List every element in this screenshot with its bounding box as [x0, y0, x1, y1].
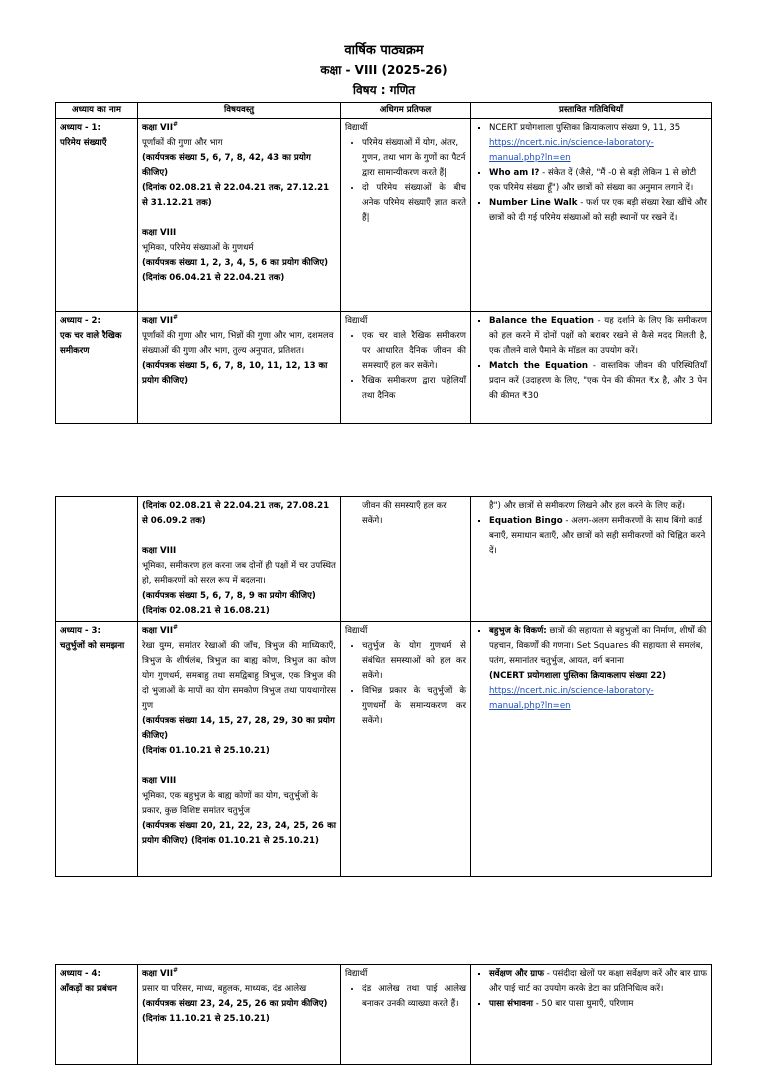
- chapter-cell: [56, 622, 138, 877]
- ncert-link[interactable]: https://ncert.nic.in/science-laboratory-manual.php?ln=en: [489, 686, 654, 711]
- chapter-cell: [56, 119, 138, 312]
- chapter-number: अध्याय - 3:: [60, 626, 101, 636]
- subject-line: विषय : गणित: [352, 83, 416, 97]
- chapter-name: एक चर वाले रैखिक समीकरण: [60, 331, 122, 356]
- date-range: (दिनांक 06.04.21 से 22.04.21 तक): [142, 273, 285, 283]
- list-item: • रैखिक समीकरण द्वारा पहेलियाँ तथा दैनिक: [362, 374, 466, 404]
- chapter-cell: [56, 965, 138, 1065]
- chapter-cell: [56, 312, 138, 424]
- outcomes-cell: [341, 965, 471, 1065]
- class-label: कक्षा VII#: [142, 314, 179, 326]
- content-cell: [138, 119, 341, 312]
- activities-cell: [471, 312, 712, 424]
- list-item: ▪ NCERT प्रयोगशाला पुस्तिका क्रियाकलाप संख्या 9, 11, 35 https://ncert.nic.in/science-laboratory-manual.php?ln=en: [489, 121, 707, 166]
- chapter-name: आँकड़ों का प्रबंधन: [60, 984, 117, 994]
- outcome-intro: विद्यार्थी: [345, 123, 368, 133]
- chapter-name: चतुर्भुजों को समझना: [60, 641, 125, 651]
- col-header-outcomes: अधिगम प्रतिफल: [341, 103, 471, 119]
- outcomes-cell: [341, 119, 471, 312]
- class-label: कक्षा VII#: [142, 624, 179, 636]
- syllabus-table-part-3: [55, 964, 712, 1065]
- col-header-content: विषयवस्तु: [138, 103, 341, 119]
- list-item: ▪ Equation Bingo - अलग-अलग समीकरणों के साथ बिंगो कार्ड बनाएँ, समाधान बताएँ, और छात्रों को सही समीकरणों को चिह्नित करने दें।: [489, 514, 707, 559]
- chapter-number: अध्याय - 2:: [60, 316, 101, 326]
- content-text: भूमिका, समीकरण हल करना जब दोनों ही पक्षों में चर उपस्थित हो, समीकरणों को सरल रूप में बदलना।: [142, 561, 336, 586]
- list-item: • चतुर्भुज के योग गुणधर्म से संबंधित समस्याओं को हल कर सकेंगे।: [362, 639, 466, 684]
- activities-cell: [471, 497, 712, 622]
- chapter-number: अध्याय - 1:: [60, 123, 101, 133]
- chapter-number: अध्याय - 4:: [60, 969, 101, 979]
- chapter-name: परिमेय संख्याएँ: [60, 138, 107, 148]
- col-header-chapter: अध्याय का नाम: [56, 103, 138, 119]
- list-item: • विभिन्न प्रकार के चतुर्भुजों के गुणधर्मों के समान्यकरण कर सकेंगे।: [362, 684, 466, 729]
- outcomes-cell: [341, 312, 471, 424]
- date-range: (दिनांक 02.08.21 से 22.04.21 तक, 27.08.21 से 06.09.2 तक): [142, 501, 330, 526]
- list-item: ▪ Match the Equation - वास्तविक जीवन की परिस्थितियाँ प्रदान करें (उदाहरण के लिए, "एक पेन की कीमत ₹x है, और 3 पेन की कीमत ₹30: [489, 359, 707, 404]
- content-text: पूर्णांकों की गुणा और भाग: [142, 138, 223, 148]
- table-header-row: [56, 103, 712, 119]
- table-row: [56, 497, 712, 622]
- list-item: ▪ पासा संभावना - 50 बार पासा घुमाएँ, परिणाम: [489, 997, 707, 1012]
- class-label: कक्षा VIII: [142, 546, 177, 556]
- outcome-intro: विद्यार्थी: [345, 316, 368, 326]
- col-header-activities: प्रस्तावित गतिविधियाँ: [471, 103, 712, 119]
- syllabus-table-part-1: [55, 102, 712, 424]
- date-range: (दिनांक 11.10.21 से 25.10.21): [142, 1014, 270, 1024]
- content-text: भूमिका, परिमेय संख्याओं के गुणधर्म: [142, 243, 254, 253]
- class-label: कक्षा VII#: [142, 121, 179, 133]
- list-item: • दो परिमेय संख्याओं के बीच अनेक परिमेय संख्याएँ ज्ञात करते हैं|: [362, 181, 466, 226]
- class-label: कक्षा VIII: [142, 228, 177, 238]
- list-item: • परिमेय संख्याओं में योग, अंतर, गुणन, तथा भाग के गुणों का पैटर्न द्वारा सामान्यीकरण करते हैं|: [362, 136, 466, 181]
- page-title: वार्षिक पाठ्यक्रम: [344, 43, 424, 58]
- class-line: कक्षा - VIII (2025-26): [320, 63, 448, 77]
- content-cell: [138, 312, 341, 424]
- ncert-link[interactable]: https://ncert.nic.in/science-laboratory-manual.php?ln=en: [489, 138, 654, 163]
- date-range: (दिनांक 02.08.21 से 22.04.21 तक, 27.12.21 से 31.12.21 तक): [142, 183, 330, 208]
- content-text: पूर्णांकों की गुणा और भाग, भिन्नों की गुणा और भाग, दशमलव संख्याओं की गुणा और भाग, तुल्य अनुपात, प्रतिशत।: [142, 331, 334, 356]
- activity-continued: है") और छात्रों से समीकरण लिखने और हल करने के लिए कहें।: [489, 501, 686, 511]
- date-range: (दिनांक 02.08.21 से 16.08.21): [142, 606, 270, 616]
- date-range: (दिनांक 01.10.21 से 25.10.21): [142, 746, 270, 756]
- worksheet-ref: (कार्यपत्रक संख्या 5, 6, 7, 8, 9 का प्रयोग कीजिए): [142, 591, 316, 601]
- content-cell: [138, 497, 341, 622]
- list-item: ▪ बहुभुज के विकर्ण: छात्रों की सहायता से बहुभुजों का निर्माण, शीर्षों की पहचान, विकर्णों की गणना। Set Squares की सहायता से समलंब, पतंग, समानांतर चतुर्भुज, आयत, वर्ग बनाना (NCERT प्रयोगशाला पुस्तिका क्रियाकलाप संख्या 22) https://ncert.nic.in/science-laboratory-manual.php?ln=en: [489, 624, 707, 714]
- list-item: ▪ Balance the Equation - यह दर्शाने के लिए कि समीकरण को हल करने में दोनों पक्षों को बराबर रखने से कैसे मदद मिलती है, एक तौलने वाले पैमाने के मॉडल का उपयोग करें।: [489, 314, 707, 359]
- worksheet-ref: (कार्यपत्रक संख्या 20, 21, 22, 23, 24, 25, 26 का प्रयोग कीजिए) (दिनांक 01.10.21 से 25.10.21): [142, 821, 336, 846]
- class-label: कक्षा VII#: [142, 967, 179, 979]
- outcomes-cell: [341, 622, 471, 877]
- list-item: ▪ सर्वेक्षण और ग्राफ - पसंदीदा खेलों पर कक्षा सर्वेक्षण करें और बार ग्राफ और पाई चार्ट का उपयोग करके डेटा का प्रतिनिधित्व करें।: [489, 967, 707, 997]
- chapter-cell: [56, 497, 138, 622]
- list-item: ▪ Who am I? - संकेत दें (जैसे, "मैं -0 से बड़ी लेकिन 1 से छोटी एक परिमेय संख्या हूँ") और छात्रों को संख्या का अनुमान लगाने दें।: [489, 166, 707, 196]
- activities-cell: [471, 622, 712, 877]
- content-cell: [138, 622, 341, 877]
- table-row: [56, 312, 712, 424]
- worksheet-ref: (कार्यपत्रक संख्या 23, 24, 25, 26 का प्रयोग कीजिए): [142, 999, 328, 1009]
- outcome-continued: जीवन की समस्याएँ हल कर सकेंगे।: [362, 501, 447, 526]
- activities-cell: [471, 119, 712, 312]
- worksheet-ref: (कार्यपत्रक संख्या 1, 2, 3, 4, 5, 6 का प्रयोग कीजिए): [142, 258, 329, 268]
- content-text: रेखा युग्म, समांतर रेखाओं की जाँच, त्रिभुज की माध्यिकाएँ, त्रिभुज के शीर्षलंब, त्रिभुज का बाह्य कोण, त्रिभुज का कोण योग गुणधर्म, समबाहु तथा समद्विबाहु त्रिभुज, एक त्रिभुज की दो भुजाओं के मापों का योग समकोण त्रिभुज तथा पायथागोरस गुण: [142, 641, 336, 711]
- content-cell: [138, 965, 341, 1065]
- table-row: [56, 622, 712, 877]
- activities-cell: [471, 965, 712, 1065]
- outcomes-cell: [341, 497, 471, 622]
- list-item: • एक चर वाले रैखिक समीकरण पर आधारित दैनिक जीवन की समस्याएँ हल कर सकेंगे।: [362, 329, 466, 374]
- outcome-intro: विद्यार्थी: [345, 969, 368, 979]
- outcome-intro: विद्यार्थी: [345, 626, 368, 636]
- list-item: • दंड आलेख तथा पाई आलेख बनाकर उनकी व्याख्या करते हैं।: [362, 982, 466, 1012]
- table-row: [56, 119, 712, 312]
- table-row: [56, 965, 712, 1065]
- worksheet-ref: (कार्यपत्रक संख्या 5, 6, 7, 8, 10, 11, 12, 13 का प्रयोग कीजिए): [142, 361, 328, 386]
- content-text: भूमिका, एक बहुभुज के बाह्य कोणों का योग, चतुर्भुजों के प्रकार, कुछ विशिष्ट समांतर चतुर्भुज: [142, 791, 318, 816]
- worksheet-ref: (कार्यपत्रक संख्या 14, 15, 27, 28, 29, 30 का प्रयोग कीजिए): [142, 716, 335, 741]
- worksheet-ref: (कार्यपत्रक संख्या 5, 6, 7, 8, 42, 43 का प्रयोग कीजिए): [142, 153, 311, 178]
- content-text: प्रसार या परिसर, माध्य, बहुलक, माध्यक, दंड आलेख: [142, 984, 307, 994]
- class-label: कक्षा VIII: [142, 776, 177, 786]
- list-item: ▪ Number Line Walk - फर्श पर एक बड़ी संख्या रेखा खींचे और छात्रों को दी गई परिमेय संख्याओं को सही स्थानों पर रखने दें।: [489, 196, 707, 226]
- syllabus-table-part-2: [55, 496, 712, 877]
